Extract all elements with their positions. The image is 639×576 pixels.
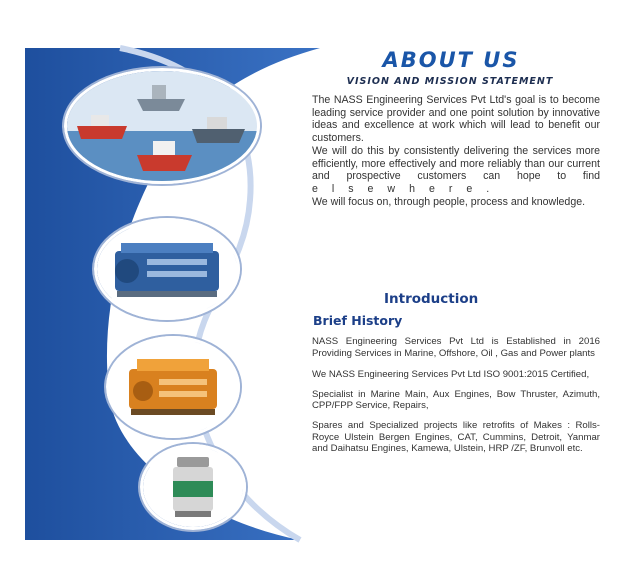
brief-history-heading: Brief History	[313, 313, 403, 328]
blue-marine-engine-image	[94, 218, 240, 320]
introduction-heading: Introduction	[384, 291, 479, 307]
page-subtitle: VISION AND MISSION STATEMENT	[346, 76, 554, 87]
vision-paragraph-main: We will do this by consistently delivering the services more efficiently, more effectively and more reliably than our current and prospective customers can hope to find	[312, 144, 600, 183]
brief-history-text	[312, 336, 600, 463]
orange-engine-image	[106, 336, 240, 438]
vision-paragraph: The NASS Engineering Services Pvt Ltd's goal is to become leading service provider and one point solution by innovative ideas and excellence at work which will lead to benefit our customers.	[312, 94, 600, 145]
history-paragraph: Specialist in Marine Main, Aux Engines, Bow Thruster, Azimuth, CPP/FPP Service, Repairs,	[312, 388, 600, 412]
history-paragraph: NASS Engineering Services Pvt Ltd is Established in 2016 Providing Services in Marine, Offshore, Oil , Gas and Power plants	[312, 336, 600, 359]
page-title: ABOUT US	[382, 48, 520, 72]
vision-paragraph-end: elsewhere.	[312, 182, 504, 195]
vision-paragraph	[312, 145, 600, 196]
engine-icon	[109, 339, 237, 435]
oil-filter-image	[140, 444, 246, 530]
vision-paragraph: We will focus on, through people, process and knowledge.	[312, 195, 586, 208]
filter-icon	[143, 447, 243, 527]
ships-icon	[67, 71, 257, 181]
ships-collage-image	[64, 68, 260, 184]
history-paragraph: We NASS Engineering Services Pvt Ltd ISO 9001:2015 Certified,	[312, 369, 590, 381]
engine-icon	[97, 221, 237, 317]
history-paragraph: Spares and Specialized projects like retrofits of Makes : Rolls-Royce Ulstein Bergen Engines, CAT, Cummins, Detroit, Yanmar and Daihatsu Engines, Kamewa, Ulstein, HRP /ZF, Brunvoll etc.	[312, 419, 600, 455]
vision-statement	[312, 94, 600, 208]
